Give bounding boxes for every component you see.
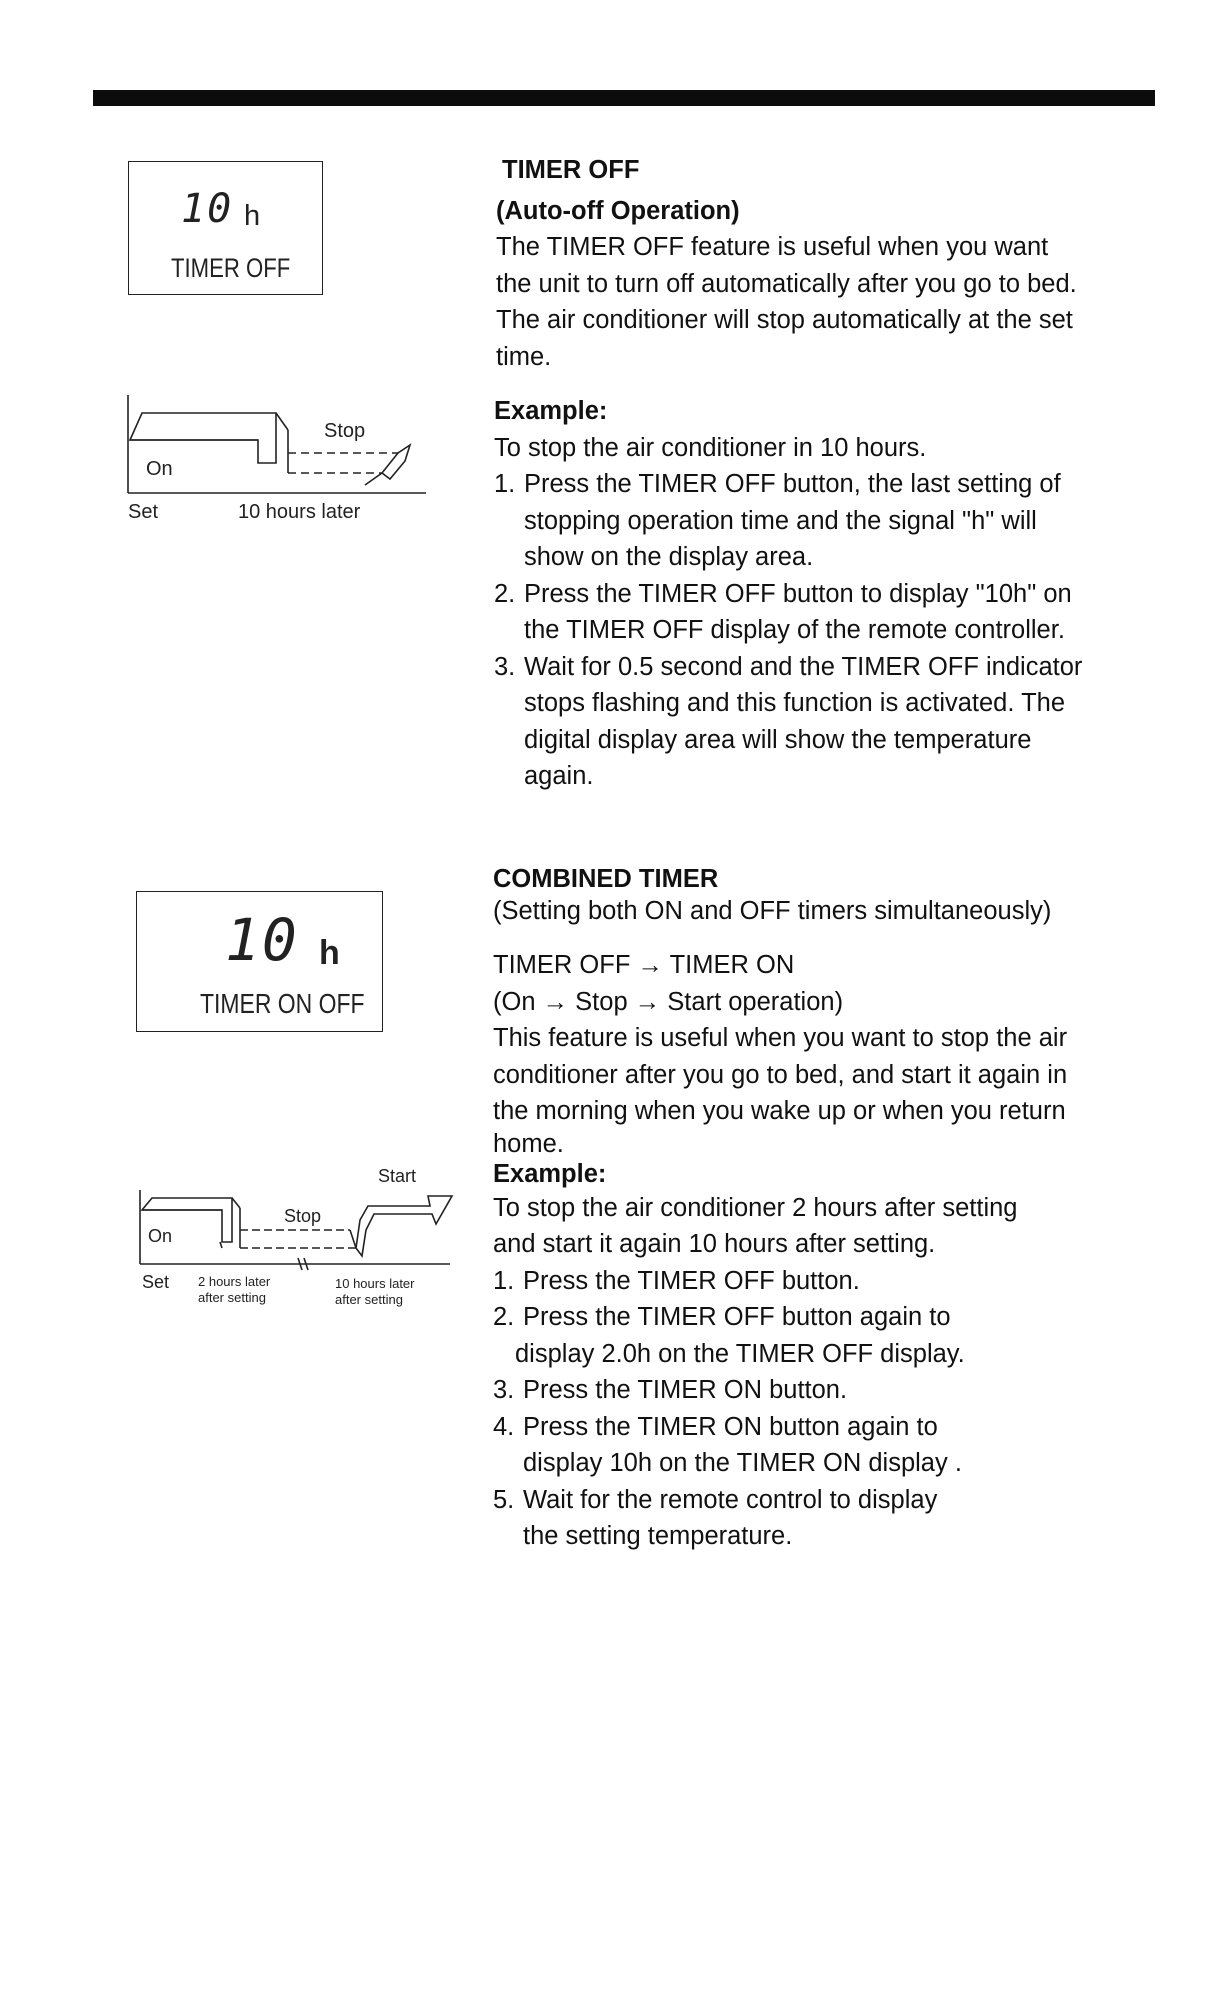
list-item — [493, 1372, 1153, 1409]
example-heading: Example: — [494, 397, 608, 425]
diagram-on-label: On — [148, 1226, 173, 1246]
example-heading: Example: — [493, 1159, 607, 1188]
example-intro: and start it again 10 hours after setting. — [493, 1230, 936, 1258]
step-line: Press the TIMER ON button. — [523, 1376, 848, 1404]
list-item — [493, 1409, 1153, 1482]
diagram-later-label: 10 hours later — [238, 501, 361, 523]
list-item — [494, 466, 1144, 576]
diagram-on-label: On — [146, 458, 173, 480]
step-line: again. — [524, 762, 594, 790]
diagram-start-label: Start — [378, 1166, 417, 1186]
list-item — [493, 1299, 1153, 1372]
diagram-two-hours-label: after setting — [198, 1290, 266, 1305]
lcd-label: TIMER ON OFF — [200, 988, 365, 1019]
step-line: digital display area will show the temperature — [524, 725, 1032, 754]
diagram-ten-hours-label: after setting — [335, 1292, 403, 1307]
intro-line: time. — [496, 342, 552, 371]
step-number: 3. — [494, 652, 516, 681]
step-number: 1. — [494, 470, 516, 498]
intro-line: The air conditioner will stop automatically at the set — [496, 306, 1073, 334]
timer-off-lcd-display — [128, 161, 323, 295]
step-line: display 2.0h on the TIMER OFF display. — [515, 1339, 965, 1368]
step-number: 2. — [494, 579, 516, 608]
lcd-digits: 10 — [225, 906, 299, 974]
diagram-set-label: Set — [128, 501, 159, 523]
lcd-hour-unit: h — [244, 200, 261, 232]
combined-timer-diagram — [130, 1160, 460, 1320]
diagram-stop-label: Stop — [324, 420, 366, 442]
step-line: Wait for the remote control to display — [523, 1485, 938, 1514]
step-line: Wait for 0.5 second and the TIMER OFF indicator — [524, 652, 1083, 681]
section-title: COMBINED TIMER — [493, 865, 719, 893]
diagram-set-label: Set — [142, 1272, 170, 1292]
combined-timer-lcd-display — [136, 891, 383, 1032]
step-line: display 10h on the TIMER ON display . — [523, 1449, 962, 1477]
step-line: Press the TIMER OFF button again to — [523, 1303, 951, 1331]
example-intro: To stop the air conditioner 2 hours after setting — [493, 1193, 1018, 1222]
diagram-two-hours-label: 2 hours later — [198, 1274, 271, 1289]
sequence-line: (On → Stop → Start operation) — [493, 987, 844, 1016]
step-line: Press the TIMER ON button again to — [523, 1412, 938, 1441]
lcd-label: TIMER OFF — [171, 253, 291, 283]
lcd-hour-unit: h — [319, 934, 340, 972]
step-line: Press the TIMER OFF button, the last setting of — [524, 470, 1061, 498]
list-item — [494, 576, 1144, 649]
list-item — [493, 1482, 1153, 1555]
step-number: 4. — [493, 1412, 515, 1441]
diagram-stop-label: Stop — [284, 1206, 322, 1226]
list-item — [494, 649, 1144, 795]
intro-line: the unit to turn off automatically after you go to bed. — [496, 269, 1077, 298]
lcd-digits: 10 — [181, 186, 234, 232]
header-rule — [93, 90, 1155, 106]
section-title: TIMER OFF — [502, 156, 640, 184]
step-line: stops flashing and this function is activated. The — [524, 689, 1066, 717]
intro-line: home. — [493, 1129, 564, 1158]
example-intro: To stop the air conditioner in 10 hours. — [494, 433, 927, 462]
timer-off-section — [494, 152, 1144, 795]
step-line: Press the TIMER OFF button. — [523, 1266, 860, 1295]
combined-timer-section — [493, 863, 1153, 1555]
step-number: 3. — [493, 1376, 515, 1404]
intro-line: the morning when you wake up or when you return — [493, 1097, 1066, 1125]
list-item — [493, 1263, 1153, 1300]
step-number: 5. — [493, 1485, 515, 1514]
intro-line: This feature is useful when you want to stop the air — [493, 1024, 1068, 1052]
section-subtitle: (Auto-off Operation) — [496, 196, 740, 225]
diagram-ten-hours-label: 10 hours later — [335, 1276, 415, 1291]
step-number: 2. — [493, 1303, 515, 1331]
step-number: 1. — [493, 1266, 515, 1295]
step-line: the TIMER OFF display of the remote controller. — [524, 616, 1065, 644]
intro-line: conditioner after you go to bed, and start it again in — [493, 1060, 1068, 1089]
step-line: stopping operation time and the signal "h" will — [524, 506, 1037, 535]
section-subtitle: (Setting both ON and OFF timers simultaneously) — [493, 897, 1052, 925]
timer-off-diagram — [120, 385, 440, 535]
intro-line: The TIMER OFF feature is useful when you want — [496, 233, 1049, 261]
step-line: the setting temperature. — [523, 1522, 793, 1550]
step-line: show on the display area. — [524, 543, 814, 571]
sequence-line: TIMER OFF → TIMER ON — [493, 951, 795, 979]
step-line: Press the TIMER OFF button to display "10h" on — [524, 579, 1072, 608]
